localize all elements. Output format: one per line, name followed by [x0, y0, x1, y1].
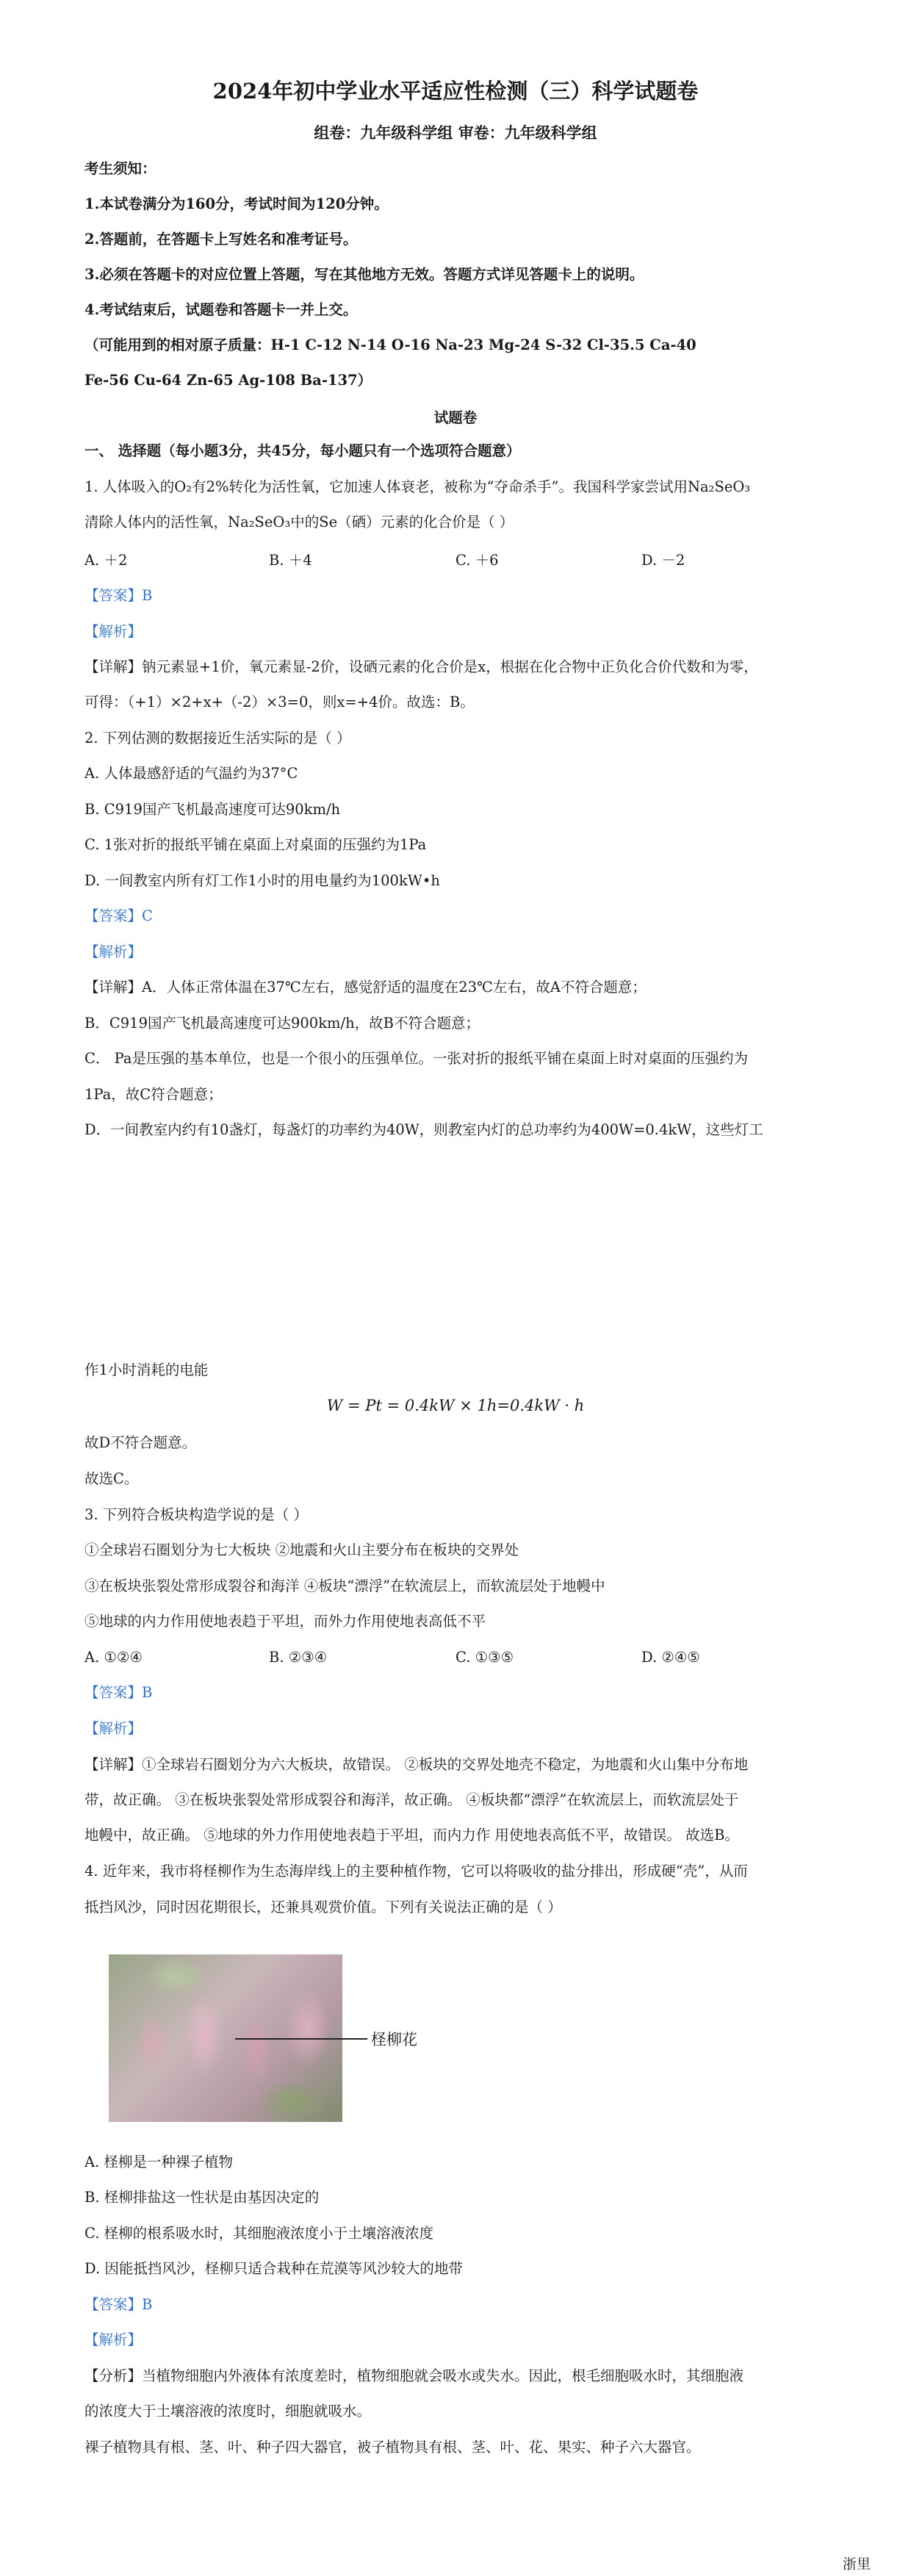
question-stem: 抵挡风沙，同时因花期很长，还兼具观赏价值。下列有关说法正确的是（ ） [84, 1899, 562, 1915]
option-b: B. C919国产飞机最高速度可达90km/h [84, 801, 341, 818]
analysis-label: 【解析】 [84, 2331, 143, 2348]
option-d: D. 因能抵挡风沙，柽柳只适合栽种在荒漠等风沙较大的地带 [84, 2260, 463, 2277]
atomic-masses-line: Fe-56 Cu-64 Zn-65 Ag-108 Ba-137） [84, 372, 372, 389]
notice-item: 3.必须在答题卡的对应位置上答题，写在其他地方无效。答题方式详见答题卡上的说明。 [84, 266, 644, 283]
section-heading: 一、 选择题（每小题3分，共45分，每小题只有一个选项符合题意） [84, 442, 521, 459]
option-c: C. ＋6 [455, 552, 499, 569]
option-d: D. ②④⑤ [641, 1649, 700, 1666]
detail-text: 【详解】A．人体正常体温在37℃左右，感觉舒适的温度在23℃左右，故A不符合题意； [84, 979, 647, 996]
detail-text: 裸子植物具有根、茎、叶、种子四大器官，被子植物具有根、茎、叶、花、果实、种子六大器官。 [84, 2439, 701, 2456]
option-a: A. ＋2 [84, 552, 128, 569]
figure-pointer-line [235, 2038, 367, 2040]
detail-text: 故选C。 [84, 1470, 139, 1487]
option-b: B. ②③④ [269, 1649, 328, 1666]
detail-text: 【详解】①全球岩石圈划分为六大板块，故错误。 ②板块的交界处地壳不稳定，为地震和火山集中分布地 [84, 1756, 749, 1773]
analysis-label: 【解析】 [84, 1720, 143, 1737]
detail-text: B．C919国产飞机最高速度可达900km/h，故B不符合题意； [84, 1015, 480, 1032]
detail-text: 【分析】当植物细胞内外液体有浓度差时，植物细胞就会吸水或失水。因此，根毛细胞吸水时，其细胞液 [84, 2367, 744, 2384]
formula: W = Pt = 0.4kW × 1h=0.4kW · h [326, 1397, 585, 1414]
detail-text: 故D不符合题意。 [84, 1434, 197, 1451]
detail-text: 作1小时消耗的电能 [84, 1361, 209, 1378]
page-subtitle: 组卷：九年级科学组 审卷：九年级科学组 [314, 123, 597, 142]
footer-watermark: 浙里 [842, 2556, 871, 2572]
detail-text: C． Pa是压强的基本单位，也是一个很小的压强单位。一张对折的报纸平铺在桌面上时对桌面的压强约为 [84, 1050, 748, 1067]
answer: 【答案】B [84, 2296, 153, 2313]
option-c: C. ①③⑤ [455, 1649, 514, 1666]
option-a: A. ①②④ [84, 1649, 143, 1666]
figure-label: 柽柳花 [371, 2031, 417, 2048]
option-c: C. 1张对折的报纸平铺在桌面上对桌面的压强约为1Pa [84, 836, 427, 853]
detail-text: D．一间教室内约有10盏灯，每盏灯的功率约为40W，则教室内灯的总功率约为400W=0.4kW，这些灯工 [84, 1121, 763, 1138]
option-d: D. 一间教室内所有灯工作1小时的用电量约为100kW•h [84, 872, 440, 889]
detail-text: 1Pa，故C符合题意； [84, 1086, 223, 1103]
question-stem: 1. 人体吸入的O₂有2%转化为活性氧，它加速人体衰老，被称为“夺命杀手”。我国科学家尝试用Na₂SeO₃ [84, 478, 751, 495]
option-c: C. 柽柳的根系吸水时，其细胞液浓度小于土壤溶液浓度 [84, 2225, 434, 2242]
analysis-label: 【解析】 [84, 943, 143, 960]
option-a: A. 人体最感舒适的气温约为37°C [84, 765, 298, 782]
question-stem: 2. 下列估测的数据接近生活实际的是（ ） [84, 730, 351, 746]
analysis-label: 【解析】 [84, 623, 143, 640]
answer: 【答案】B [84, 587, 153, 604]
option-d: D. －2 [641, 552, 685, 569]
option-b: B. ＋4 [269, 552, 312, 569]
notice-item: 2.答题前，在答题卡上写姓名和准考证号。 [84, 231, 358, 248]
question-stem: 4. 近年来，我市将柽柳作为生态海岸线上的主要种植作物，它可以将吸收的盐分排出，形成硬“壳”，从而 [84, 1863, 748, 1879]
detail-text: 可得：（+1）×2+x+（-2）×3=0，则x=+4价。故选：B。 [84, 694, 475, 710]
option-a: A. 柽柳是一种裸子植物 [84, 2154, 233, 2170]
detail-text: 带，故正确。 ③在板块张裂处常形成裂谷和海洋，故正确。 ④板块都“漂浮”在软流层上，而软流层处于 [84, 1791, 739, 1808]
atomic-masses-line: （可能用到的相对原子质量：H-1 C-12 N-14 O-16 Na-23 Mg-24 S-32 Cl-35.5 Ca-40 [84, 337, 696, 353]
answer: 【答案】B [84, 1684, 153, 1701]
statement-line: ⑤地球的内力作用使地表趋于平坦，而外力作用使地表高低不平 [84, 1613, 486, 1630]
statement-line: ③在板块张裂处常形成裂谷和海洋 ④板块“漂浮”在软流层上，而软流层处于地幔中 [84, 1577, 605, 1594]
detail-text: 地幔中，故正确。 ⑤地球的外力作用使地表趋于平坦，而内力作 用使地表高低不平，故错误。 故选B。 [84, 1827, 739, 1843]
notice-item: 4.考试结束后，试题卷和答题卡一并上交。 [84, 301, 358, 318]
answer: 【答案】C [84, 907, 153, 924]
notice-heading: 考生须知： [84, 160, 156, 177]
notice-item: 1.本试卷满分为160分，考试时间为120分钟。 [84, 195, 389, 212]
question-stem: 3. 下列符合板块构造学说的是（ ） [84, 1506, 309, 1523]
question-stem: 清除人体内的活性氧，Na₂SeO₃中的Se（硒）元素的化合价是（ ） [84, 514, 514, 530]
statement-line: ①全球岩石圈划分为七大板块 ②地震和火山主要分布在板块的交界处 [84, 1541, 519, 1558]
option-b: B. 柽柳排盐这一性状是由基因决定的 [84, 2189, 320, 2206]
section-label: 试题卷 [433, 409, 478, 426]
detail-text: 【详解】钠元素显+1价，氧元素显-2价，设硒元素的化合价是x，根据在化合物中正负化合价代数和为零， [84, 658, 758, 675]
detail-text: 的浓度大于土壤溶液的浓度时，细胞就吸水。 [84, 2403, 372, 2420]
page-title: 2024年初中学业水平适应性检测（三）科学试题卷 [212, 79, 699, 104]
